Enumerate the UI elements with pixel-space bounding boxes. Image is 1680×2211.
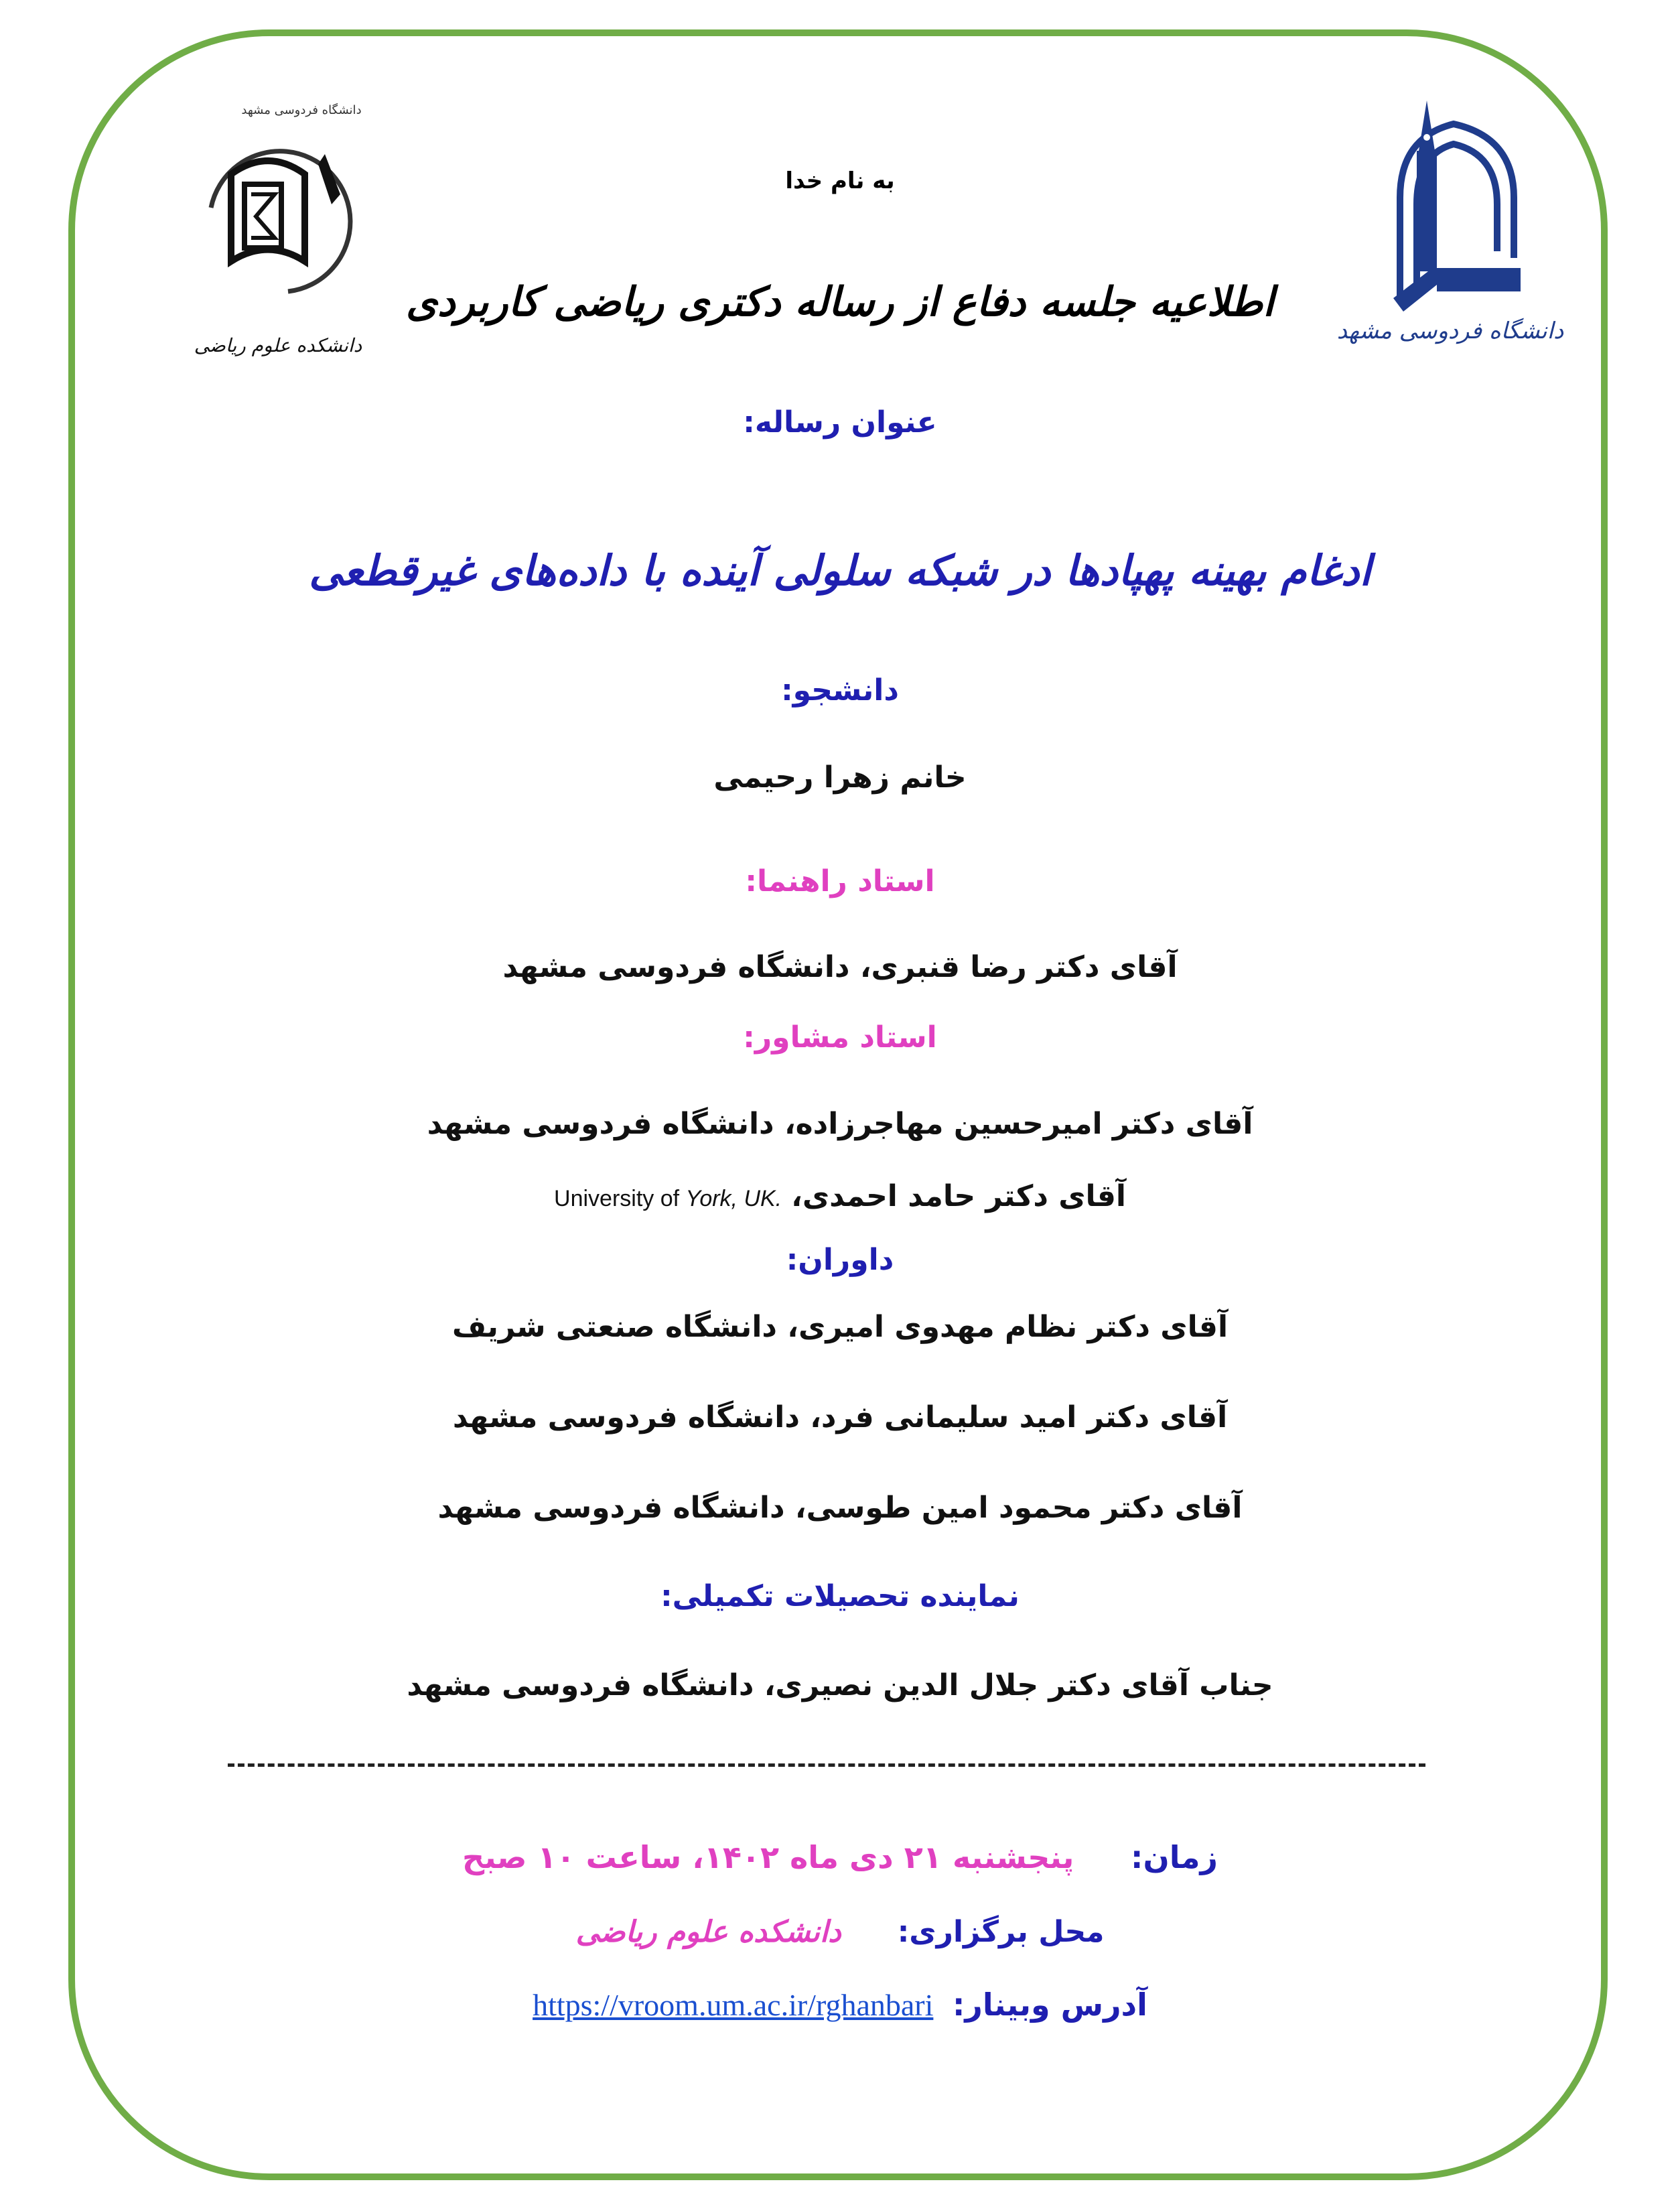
advisor-name: آقای دکتر حامد احمدی، (791, 1179, 1126, 1213)
advisor-label: استاد مشاور: (743, 1020, 937, 1055)
referee-item: آقای دکتر امید سلیمانی فرد، دانشگاه فردوسی مشهد (452, 1400, 1228, 1434)
referee-item: آقای دکتر نظام مهدوی امیری، دانشگاه صنعتی شریف (451, 1310, 1229, 1344)
svg-text:دانشکده علوم ریاضی: دانشکده علوم ریاضی (194, 334, 362, 356)
advisor-affiliation: University of York, UK. (554, 1186, 782, 1211)
svg-text:دانشگاه فردوسی مشهد: دانشگاه فردوسی مشهد (1336, 318, 1564, 344)
event-webinar (201, 1987, 1479, 2023)
place-label: محل برگزاری: (897, 1915, 1105, 1949)
graduate-rep-name: جناب آقای دکتر جلال الدین نصیری، دانشگاه فردوسی مشهد (407, 1668, 1273, 1702)
event-time (201, 1839, 1479, 1876)
referees-label: داوران: (786, 1243, 894, 1277)
referee-item: آقای دکتر محمود امین طوسی، دانشگاه فردوسی مشهد (437, 1491, 1243, 1525)
advisor-item (201, 1179, 1479, 1215)
graduate-rep-label: نماینده تحصیلات تکمیلی: (660, 1579, 1020, 1613)
svg-text:دانشگاه فردوسی مشهد: دانشگاه فردوسی مشهد (241, 103, 362, 117)
time-label: زمان: (1131, 1839, 1218, 1875)
event-place (201, 1915, 1479, 1950)
student-label: دانشجو: (781, 673, 899, 708)
time-value: پنجشنبه ۲۱ دی ماه ۱۴۰۲، ساعت ۱۰ صبح (462, 1839, 1074, 1875)
thesis-title: ادغام بهینه پهپادها در شبکه سلولی آینده با داده‌های غیرقطعی (309, 546, 1371, 595)
separator-line (228, 1763, 1425, 1767)
announcement-title: اطلاعیه جلسه دفاع از رساله دکتری ریاضی کاربردی (406, 279, 1274, 326)
supervisor-name: آقای دکتر رضا قنبری، دانشگاه فردوسی مشهد (502, 950, 1178, 984)
student-name: خانم زهرا رحیمی (713, 760, 967, 795)
webinar-label: آدرس وبینار: (953, 1987, 1147, 2023)
supervisor-label: استاد راهنما: (745, 864, 935, 898)
basmala: به نام خدا (785, 168, 895, 194)
thesis-title-label: عنوان رساله: (743, 405, 937, 440)
webinar-link[interactable]: https://vroom.um.ac.ir/rghanbari (533, 1988, 934, 2022)
place-value: دانشکده علوم ریاضی (575, 1915, 841, 1949)
advisor-item: آقای دکتر امیرحسین مهاجرزاده، دانشگاه فردوسی مشهد (427, 1107, 1253, 1141)
